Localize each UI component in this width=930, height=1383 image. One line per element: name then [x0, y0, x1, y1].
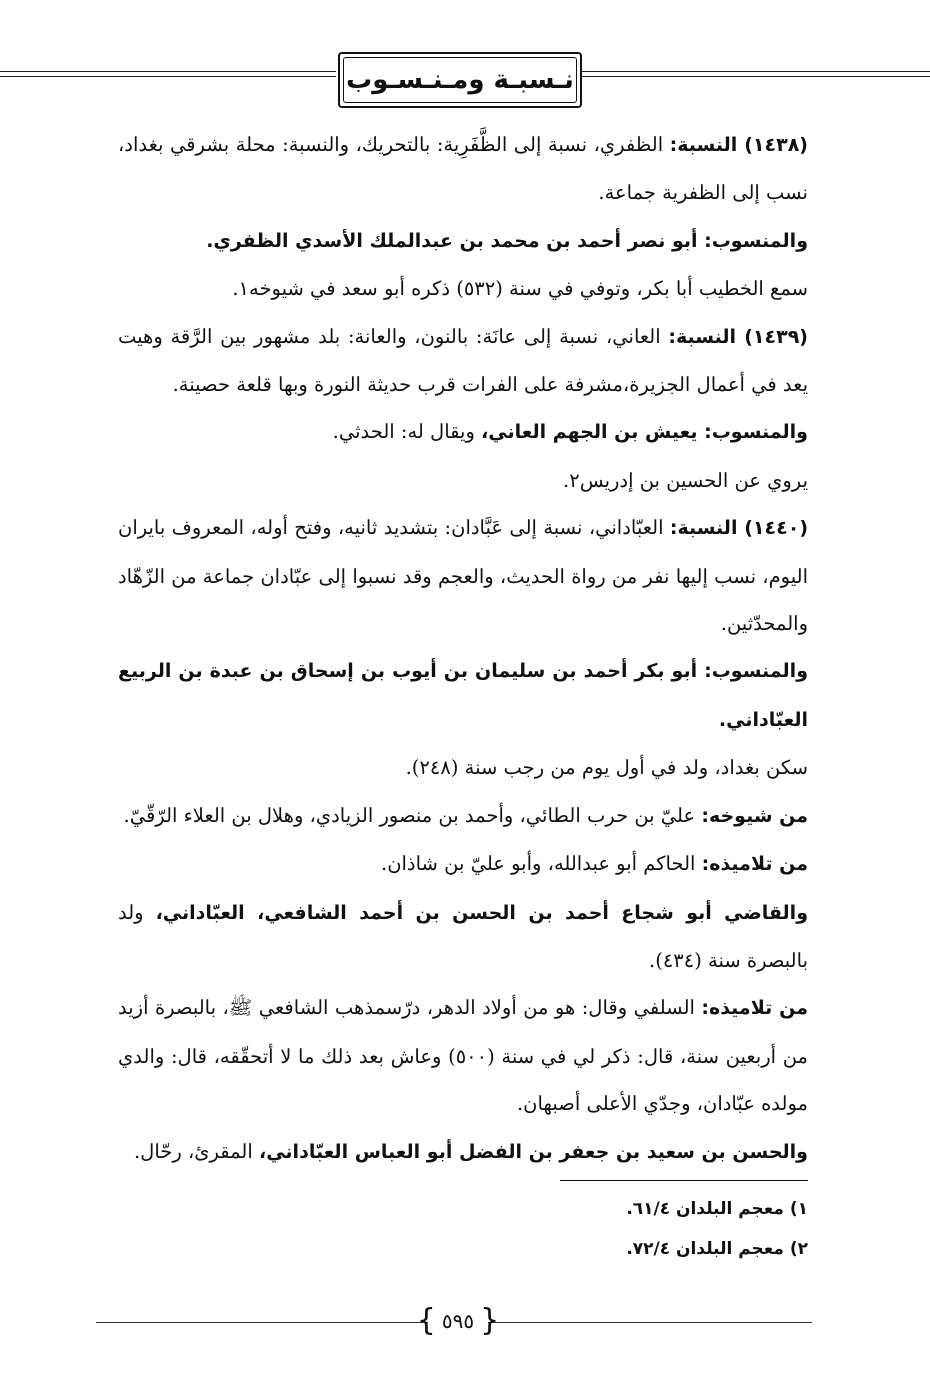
footnote-1: ١) معجم البلدان ٦١/٤.: [626, 1199, 808, 1219]
brace-open-icon: {: [480, 1303, 500, 1338]
bold-run: من تلاميذه:: [701, 997, 808, 1020]
header-rule-right-thin: [580, 76, 930, 77]
text-run: الظفري، نسبة إلى الظَّفَرِية: بالتحريك، والنسبة: محلة بشرقي بغداد، نسب إلى الظفرية جماعة.: [118, 133, 808, 205]
bold-run: (١٤٣٩): [736, 325, 808, 348]
header-rule-left: [0, 71, 336, 72]
text-run: سكن بغداد، ولد في أول يوم من رجب سنة (٢٤٨).: [405, 756, 808, 780]
main-text: [118, 121, 808, 1176]
paragraph: [118, 1128, 808, 1176]
page-number-box: [416, 1303, 500, 1339]
bold-run: النسبة:: [668, 325, 737, 348]
bold-run: من شيوخه:: [701, 804, 808, 827]
bold-run: النسبة:: [669, 134, 738, 156]
bold-run: والقاضي أبو شجاع أحمد بن الحسن بن أحمد الشافعي، العبّاداني،: [155, 901, 809, 924]
paragraph: [118, 313, 808, 409]
running-header: [0, 52, 930, 112]
page-number-rule-right: [488, 1322, 812, 1323]
text-run: سمع الخطيب أبا بكر، وتوفي في سنة (٥٣٢) ذكره أبو سعد في شيوخه١.: [232, 277, 808, 301]
paragraph: [118, 647, 808, 744]
text-run: السلفي وقال: هو من أولاد الدهر، درّسمذهب الشافعي ﷺ، بالبصرة أزيد من أربعين سنة، قال: ذكر لي في سنة (٥٠٠) وعاش بعد ذلك ما لا أتحقّقه، قال: والدي مولده عبّادان، وجدّي الأعلى أصبهان.: [118, 996, 808, 1116]
text-run: الحاكم أبو عبدالله، وأبو عليّ بن شاذان.: [381, 852, 702, 876]
text-run: عليّ بن حرب الطائي، وأحمد بن منصور الزيادي، وهلال بن العلاء الرّقّيّ.: [123, 803, 702, 827]
paragraph: [118, 744, 808, 791]
bold-run: والمنسوب: أبو بكر أحمد بن سليمان بن أيوب بن إسحاق بن عبدة بن الربيع العبّاداني.: [118, 660, 808, 731]
bold-run: من تلاميذه:: [701, 853, 808, 876]
page-number-rule-left: [96, 1322, 428, 1323]
text-run: العبّاداني، نسبة إلى عَبَّادان: بتشديد ثانيه، وفتح أوله، المعروف بايران اليوم، نسب إليها نفر من رواة الحديث، والعجم وقد نسبوا إلى عبّادان جماعة من الزّهّاد والمحدّثين.: [118, 516, 808, 636]
footnote-separator: [560, 1180, 808, 1181]
paragraph: [118, 408, 808, 456]
brace-close-icon: }: [416, 1303, 436, 1338]
text-run: ولد بالبصرة سنة (٤٣٤).: [118, 900, 808, 972]
paragraph: [118, 792, 808, 840]
paragraph: [118, 889, 808, 985]
bold-run: والمنسوب: يعيش بن الجهم العاني،: [481, 421, 808, 444]
paragraph: [118, 984, 808, 1127]
paragraph: [118, 840, 808, 888]
footnote-2: ٢) معجم البلدان ٧٢/٤.: [626, 1239, 808, 1259]
bold-run: (١٤٣٨): [737, 134, 808, 156]
paragraph: [118, 265, 808, 312]
text-run: يروي عن الحسين بن إدريس٢.: [563, 468, 808, 492]
paragraph: [118, 504, 808, 647]
paragraph: [118, 121, 808, 217]
bold-run: النسبة:: [669, 517, 738, 540]
bold-run: والمنسوب: أبو نصر أحمد بن محمد بن عبدالملك الأسدي الظفري.: [206, 229, 808, 252]
text-run: العاني، نسبة إلى عانَة: بالنون، والعانة: بلد مشهور بين الرَّقة وهيت يعد في أعمال الجزيرة،مشرفة على الفرات قرب حديثة النورة وبها قلعة حصينة.: [118, 324, 808, 397]
paragraph: [118, 217, 808, 265]
page-number: ٥٩٥: [441, 1309, 475, 1333]
text-run: المقرئ، رحّال.: [133, 1139, 259, 1163]
header-rule-left-thin: [0, 76, 336, 77]
paragraph: [118, 457, 808, 504]
header-rule-right: [580, 71, 930, 72]
bold-run: والحسن بن سعيد بن جعفر بن الفضل أبو العباس العبّاداني،: [258, 1140, 808, 1163]
header-title-frame: [338, 52, 582, 108]
bold-run: (١٤٤٠): [737, 517, 808, 540]
header-title: نـسبـة ومـنـسـوب: [346, 65, 574, 95]
text-run: ويقال له: الحدثي.: [332, 420, 482, 444]
